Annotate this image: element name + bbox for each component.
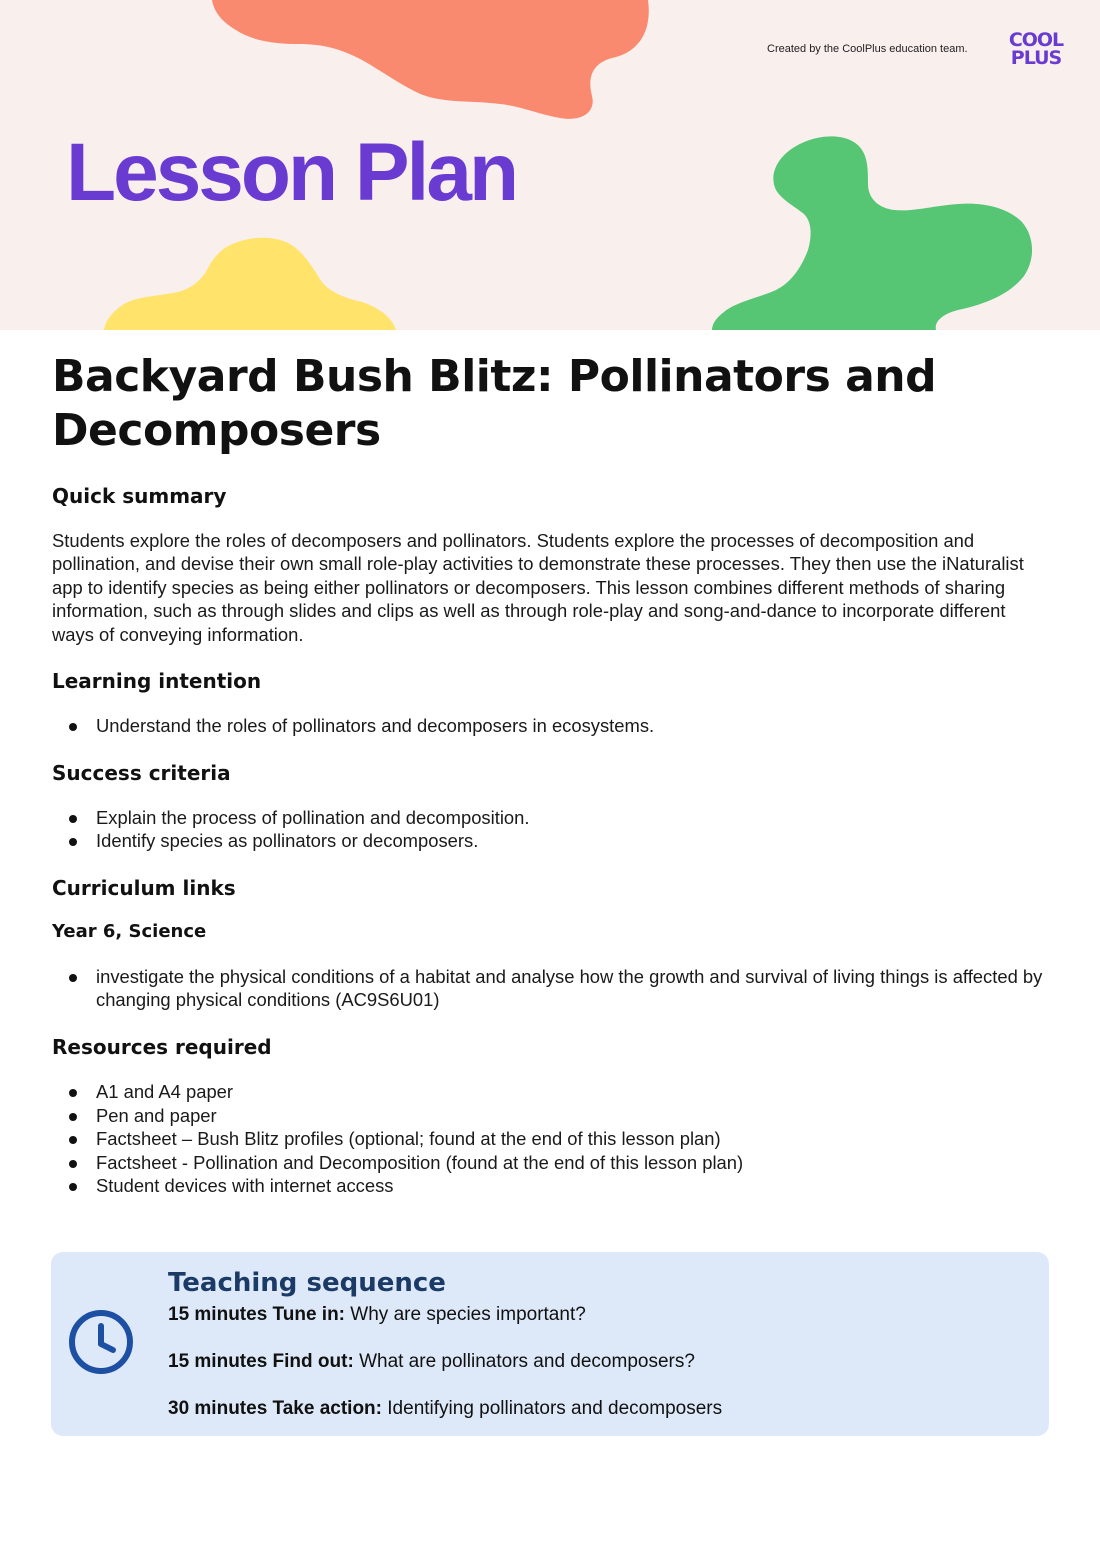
sequence-step	[168, 1398, 722, 1420]
main-content	[52, 350, 1052, 1198]
yellow-blob	[104, 238, 396, 330]
list-item: Factsheet – Bush Blitz profiles (optional; found at the end of this lesson plan)	[52, 1127, 1052, 1151]
resources-list	[52, 1080, 1052, 1198]
list-item: Understand the roles of pollinators and decomposers in ecosystems.	[52, 714, 1052, 738]
list-item: Factsheet - Pollination and Decomposition (found at the end of this lesson plan)	[52, 1151, 1052, 1175]
coral-blob	[212, 0, 649, 119]
curriculum-links-heading: Curriculum links	[52, 875, 236, 900]
step-text: What are pollinators and decomposers?	[359, 1351, 695, 1372]
credit-text: Created by the CoolPlus education team.	[767, 43, 968, 55]
step-label: 15 minutes Tune in:	[168, 1304, 346, 1325]
success-criteria-list	[52, 806, 1052, 853]
step-text: Identifying pollinators and decomposers	[387, 1398, 723, 1419]
curriculum-year-subheading: Year 6, Science	[52, 920, 207, 942]
list-item: A1 and A4 paper	[52, 1080, 1052, 1104]
lesson-title: Backyard Bush Blitz: Pollinators and Decomposers	[52, 351, 937, 456]
step-text: Why are species important?	[350, 1304, 586, 1325]
list-item: investigate the physical conditions of a habitat and analyse how the growth and survival of living things is affected by changing physical conditions (AC9S6U01)	[52, 965, 1052, 1012]
list-item: Pen and paper	[52, 1104, 1052, 1128]
success-criteria-heading: Success criteria	[52, 760, 231, 785]
quick-summary-heading: Quick summary	[52, 484, 227, 508]
resources-heading: Resources required	[52, 1035, 272, 1059]
step-label: 30 minutes Take action:	[168, 1398, 382, 1419]
teaching-sequence-heading: Teaching sequence	[168, 1268, 446, 1298]
clock-icon	[68, 1309, 134, 1375]
learning-intention-heading: Learning intention	[52, 669, 262, 694]
header-banner	[0, 0, 1100, 330]
green-blob	[712, 136, 1032, 330]
sequence-step	[168, 1351, 695, 1373]
list-item: Explain the process of pollination and decomposition.	[52, 806, 1052, 830]
teaching-sequence-box	[51, 1252, 1049, 1436]
quick-summary-text: Students explore the roles of decomposers and pollinators. Students explore the processes of decomposition and pollination, and devise their own small role-play activities to demonstrate these processes. They then use the iNaturalist app to identify species as being either pollinators or decomposers. This lesson combines different methods of sharing information, such as through slides and clips as well as through role-play and song-and-dance to incorporate different ways of conveying information.	[52, 530, 1024, 645]
coolplus-logo	[1004, 31, 1068, 67]
list-item: Student devices with internet access	[52, 1174, 1052, 1198]
logo-line2: PLUS	[1010, 47, 1062, 69]
sequence-step	[168, 1304, 586, 1326]
step-label: 15 minutes Find out:	[168, 1351, 354, 1372]
curriculum-links-list	[52, 965, 1052, 1012]
lesson-plan-title: Lesson Plan	[66, 127, 517, 218]
logo-line1: COOL	[1008, 29, 1064, 51]
learning-intention-list	[52, 714, 1052, 738]
list-item: Identify species as pollinators or decomposers.	[52, 829, 1052, 853]
